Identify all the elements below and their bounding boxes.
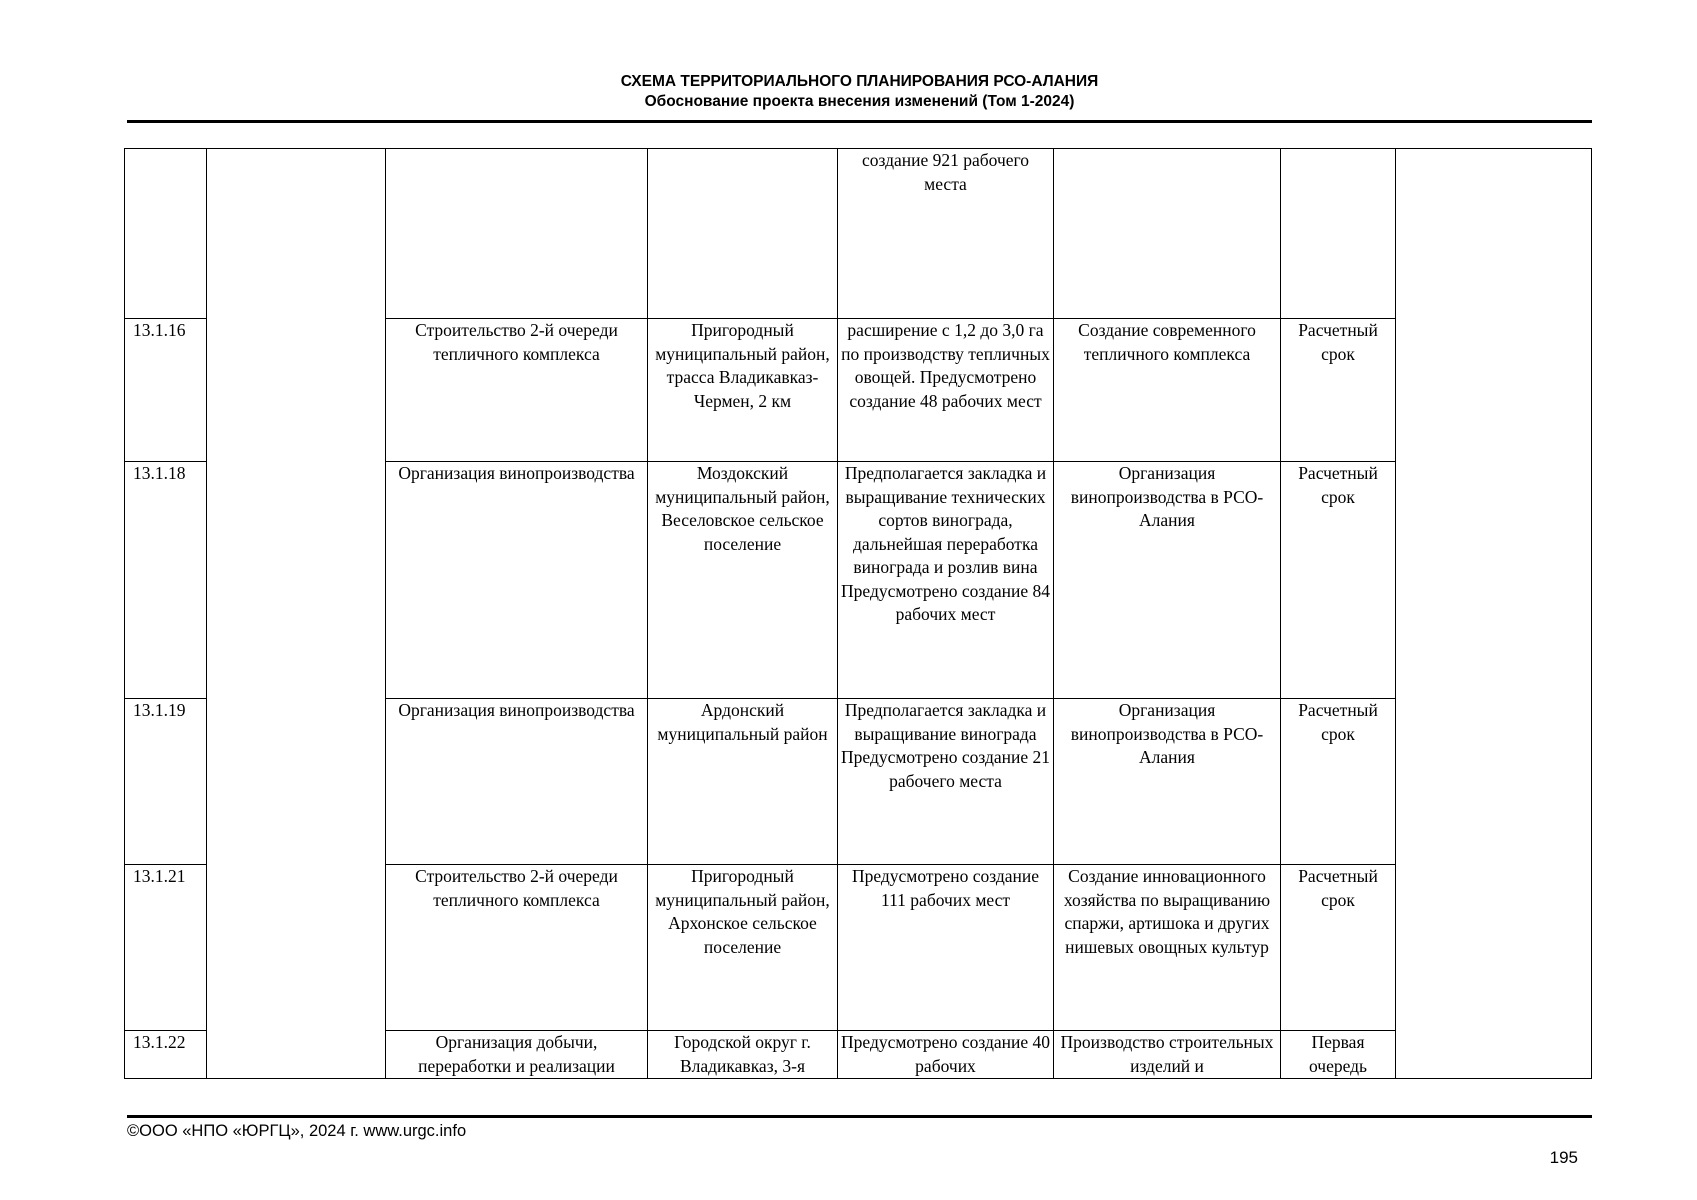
location-cell: Ардонский муниципальный район	[648, 699, 838, 865]
purpose-cell: Создание инновационного хозяйства по выращиванию спаржи, артишока и других нишевых овощных культур	[1054, 865, 1281, 1031]
location-cell: Моздокский муниципальный район, Веселовское сельское поселение	[648, 462, 838, 699]
purpose-cell: Организация винопроизводства в РСО-Алания	[1054, 699, 1281, 865]
header-divider	[127, 120, 1592, 123]
page-number: 195	[1549, 1148, 1578, 1167]
purpose-cell	[1054, 149, 1281, 319]
merged-empty-column	[207, 149, 386, 1079]
document-header	[127, 72, 1592, 112]
term-cell	[1281, 149, 1396, 319]
row-number: 13.1.19	[125, 699, 207, 865]
term-cell: Первая очередь	[1281, 1031, 1396, 1079]
description-cell: Предполагается закладка и выращивание технических сортов винограда, дальнейшая переработка винограда и розлив вина Предусмотрено создание 84 рабочих мест	[838, 462, 1054, 699]
description-cell: Предусмотрено создание 40 рабочих	[838, 1031, 1054, 1079]
purpose-cell: Производство строительных изделий и	[1054, 1031, 1281, 1079]
row-number: 13.1.16	[125, 319, 207, 462]
header-subtitle: Обоснование проекта внесения изменений (Том 1-2024)	[644, 93, 1075, 110]
table-row	[125, 149, 1592, 319]
purpose-cell: Создание современного тепличного комплекса	[1054, 319, 1281, 462]
footer-divider	[127, 1115, 1592, 1118]
project-name-cell	[386, 149, 648, 319]
location-cell: Городской округ г. Владикавказ, 3-я	[648, 1031, 838, 1079]
project-name-cell: Строительство 2-й очереди тепличного комплекса	[386, 319, 648, 462]
term-cell: Расчетный срок	[1281, 462, 1396, 699]
location-cell: Пригородный муниципальный район, трасса Владикавказ-Чермен, 2 км	[648, 319, 838, 462]
row-number: 13.1.22	[125, 1031, 207, 1079]
description-cell: расширение с 1,2 до 3,0 га по производству тепличных овощей. Предусмотрено создание 48 рабочих мест	[838, 319, 1054, 462]
description-cell: Предполагается закладка и выращивание винограда Предусмотрено создание 21 рабочего места	[838, 699, 1054, 865]
merged-last-column	[1396, 149, 1592, 1079]
header-title: СХЕМА ТЕРРИТОРИАЛЬНОГО ПЛАНИРОВАНИЯ РСО-АЛАНИЯ	[620, 73, 1099, 90]
projects-table	[124, 148, 1592, 1079]
term-cell: Расчетный срок	[1281, 699, 1396, 865]
term-cell: Расчетный срок	[1281, 319, 1396, 462]
row-number: 13.1.18	[125, 462, 207, 699]
location-cell: Пригородный муниципальный район, Архонское сельское поселение	[648, 865, 838, 1031]
location-cell	[648, 149, 838, 319]
row-number	[125, 149, 207, 319]
description-cell: создание 921 рабочего места	[838, 149, 1054, 319]
purpose-cell: Организация винопроизводства в РСО-Алания	[1054, 462, 1281, 699]
row-number: 13.1.21	[125, 865, 207, 1031]
description-cell: Предусмотрено создание 111 рабочих мест	[838, 865, 1054, 1031]
project-name-cell: Организация винопроизводства	[386, 699, 648, 865]
footer-copyright: ©ООО «НПО «ЮРГЦ», 2024 г. www.urgc.info	[127, 1122, 467, 1140]
project-name-cell: Организация добычи, переработки и реализации	[386, 1031, 648, 1079]
project-name-cell: Организация винопроизводства	[386, 462, 648, 699]
term-cell: Расчетный срок	[1281, 865, 1396, 1031]
project-name-cell: Строительство 2-й очереди тепличного комплекса	[386, 865, 648, 1031]
